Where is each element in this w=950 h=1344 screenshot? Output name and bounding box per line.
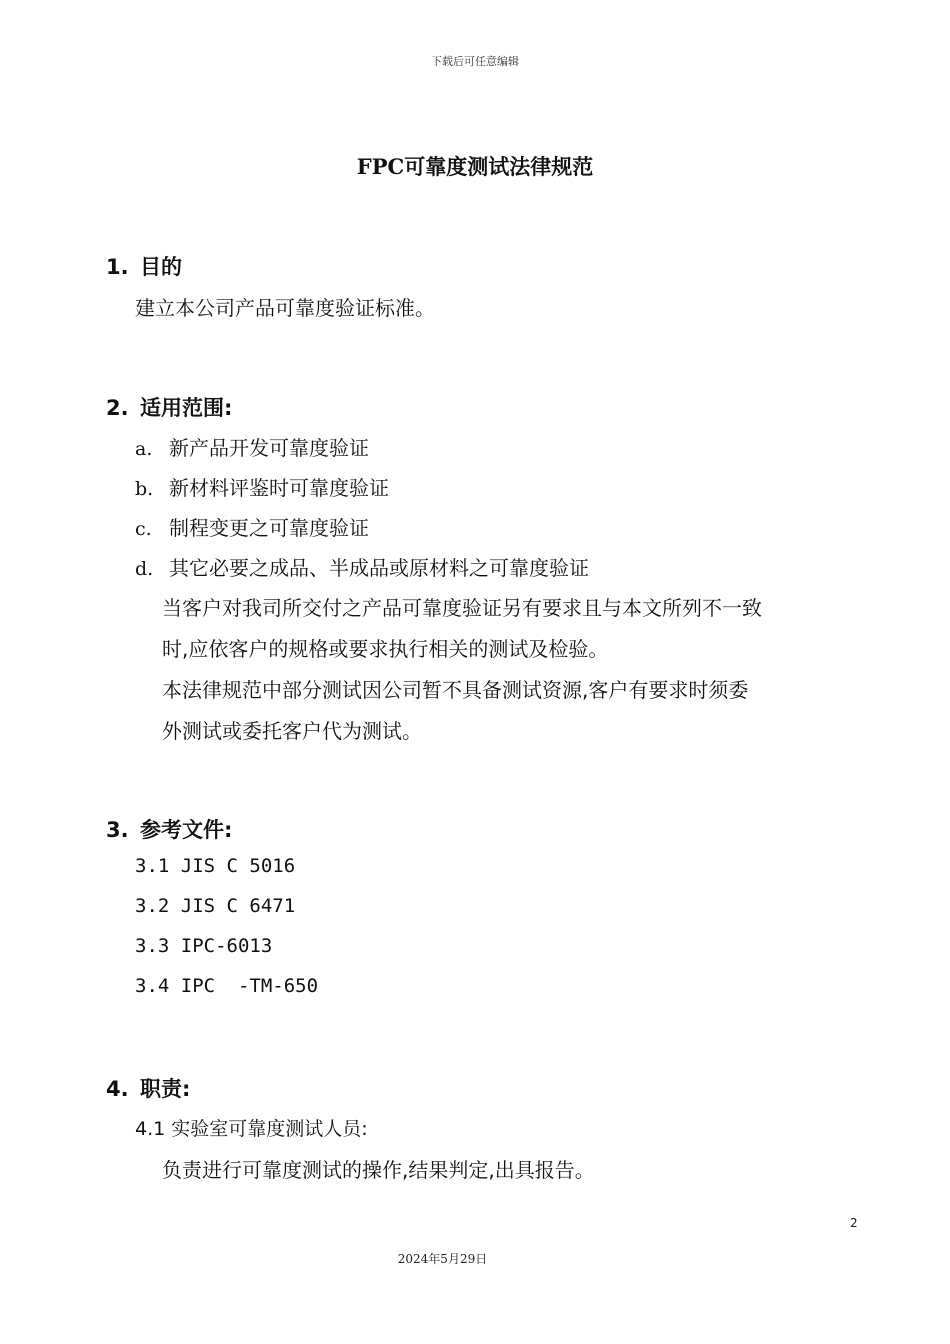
section-1-heading	[106, 251, 182, 281]
scope-item-d-text: 其它必要之成品、半成品或原材料之可靠度验证	[169, 556, 589, 580]
scope-note-line-2: 时,应依客户的规格或要求执行相关的测试及检验。	[162, 637, 609, 661]
section-1-number: 1.	[106, 255, 129, 279]
section-3-number: 3.	[106, 818, 129, 842]
scope-item-d	[135, 552, 589, 581]
responsibility-4-1: 4.1 实验室可靠度测试人员:	[135, 1118, 368, 1140]
section-4-heading	[106, 1073, 190, 1103]
scope-note-line-3: 本法律规范中部分测试因公司暂不具备测试资源,客户有要求时须委	[162, 678, 749, 702]
section-3-title: 参考文件:	[140, 818, 233, 842]
scope-item-d-marker: d.	[135, 558, 154, 580]
section-1-text: 建立本公司产品可靠度验证标准。	[135, 296, 435, 320]
scope-item-a-text: 新产品开发可靠度验证	[169, 436, 369, 460]
responsibility-4-1-description: 负责进行可靠度测试的操作,结果判定,出具报告。	[162, 1158, 595, 1182]
reference-3-1: 3.1 JIS C 5016	[135, 855, 296, 877]
scope-note-line-4: 外测试或委托客户代为测试。	[162, 719, 422, 743]
page-number: 2	[850, 1216, 858, 1230]
section-2-heading	[106, 392, 232, 422]
scope-note-line-1: 当客户对我司所交付之产品可靠度验证另有要求且与本文所列不一致	[162, 596, 762, 620]
scope-item-a-marker: a.	[135, 438, 153, 460]
footer-date: 2024年5月29日	[397, 1252, 488, 1266]
section-2-title: 适用范围:	[140, 396, 233, 420]
reference-3-4: 3.4 IPC -TM-650	[135, 975, 319, 997]
section-4-number: 4.	[106, 1077, 129, 1101]
document-title: FPC可靠度测试法律规范	[356, 154, 594, 179]
scope-item-a	[135, 432, 369, 461]
reference-3-2: 3.2 JIS C 6471	[135, 895, 296, 917]
scope-item-b-text: 新材料评鉴时可靠度验证	[169, 476, 389, 500]
scope-item-c-marker: c.	[135, 518, 152, 540]
section-2-number: 2.	[106, 396, 129, 420]
scope-item-c-text: 制程变更之可靠度验证	[169, 516, 369, 540]
scope-item-b-marker: b.	[135, 478, 154, 500]
reference-3-3: 3.3 IPC-6013	[135, 935, 273, 957]
section-4-title: 职责:	[140, 1077, 191, 1101]
section-1-title: 目的	[140, 255, 182, 279]
page-header: 下载后可任意编辑	[431, 55, 519, 68]
scope-item-c	[135, 512, 369, 541]
scope-item-b	[135, 472, 389, 501]
section-3-heading	[106, 814, 232, 844]
